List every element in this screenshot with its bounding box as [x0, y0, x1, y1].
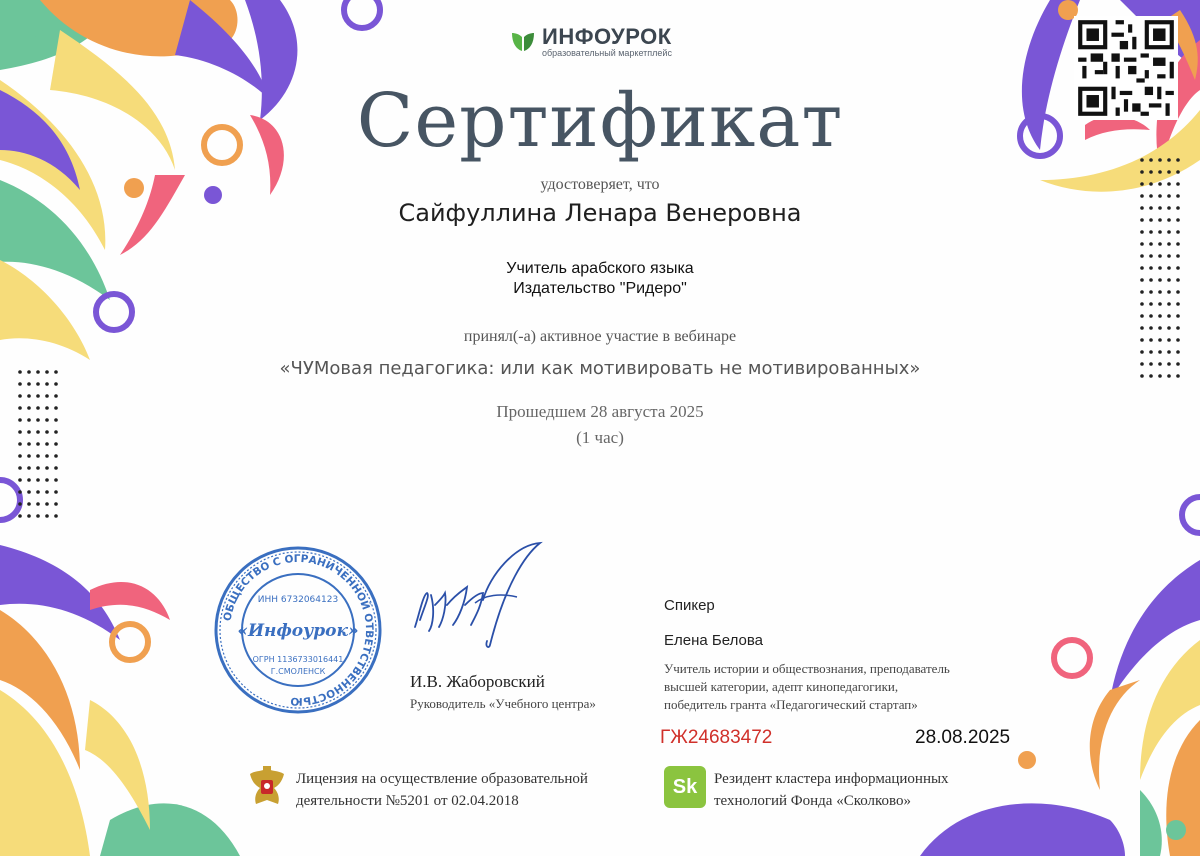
coat-of-arms-icon: [244, 764, 290, 810]
stamp-seal-icon: [212, 544, 384, 716]
signature-icon: [405, 535, 550, 660]
stamp-city: Г.СМОЛЕНСК: [270, 667, 326, 676]
role-line-1: Учитель арабского языка: [506, 260, 694, 277]
stamp-center-text: «Инфоурок»: [237, 621, 359, 641]
role-line-2: Издательство "Ридеро": [513, 280, 687, 297]
signer-role: Руководитель «Учебного центра»: [410, 696, 596, 711]
infourok-logo: [510, 24, 672, 60]
speaker-desc-line-1: Учитель истории и обществознания, преподаватель: [664, 661, 950, 676]
license-line-2: деятельности №5201 от 02.04.2018: [296, 793, 519, 809]
stamp-ring-text: ОБЩЕСТВО С ОГРАНИЧЕННОЙ ОТВЕТСТВЕННОСТЬЮ: [221, 552, 376, 708]
recipient-role: [0, 259, 1200, 299]
infourok-logo-icon: [510, 29, 536, 55]
issue-date: 28.08.2025: [915, 727, 1011, 748]
certifies-text: удостоверяет, что: [540, 176, 660, 193]
logo-name: ИНФОУРОК: [542, 23, 672, 49]
license-line-1: Лицензия на осуществление образовательной: [296, 771, 588, 787]
speaker-desc-line-3: победитель гранта «Педагогический стартап»: [664, 697, 918, 712]
webinar-title: «ЧУМовая педагогика: или как мотивировать не мотивированных»: [279, 358, 921, 379]
speaker-label: Спикер: [664, 597, 715, 614]
stamp-inn: ИНН 6732064123: [257, 595, 339, 605]
participation-text: принял(-а) активное участие в вебинаре: [463, 328, 737, 345]
certificate-code: ГЖ24683472: [660, 727, 773, 748]
skolkovo-line-1: Резидент кластера информационных: [714, 771, 949, 787]
webinar-date: Прошедшем 28 августа 2025: [496, 402, 704, 421]
license-text: [296, 768, 656, 812]
logo-subtitle: образовательный маркетплейс: [542, 47, 672, 58]
recipient-name: Сайфуллина Ленара Венеровна: [398, 199, 802, 227]
signer-name: И.В. Жаборовский: [410, 672, 545, 691]
skolkovo-icon: Sk: [664, 766, 706, 808]
skolkovo-text: [714, 768, 1014, 812]
skolkovo-line-2: технологий Фонда «Сколково»: [714, 793, 912, 809]
speaker-desc-line-2: высшей категории, адепт кинопедагогики,: [664, 679, 899, 694]
certificate-title: Сертификат: [356, 78, 844, 164]
webinar-duration: (1 час): [576, 428, 624, 447]
logo-text: [542, 23, 672, 59]
speaker-description: [664, 660, 984, 714]
stamp-ogrn: ОГРН 1136733016441: [252, 655, 344, 664]
speaker-name: Елена Белова: [664, 632, 763, 649]
